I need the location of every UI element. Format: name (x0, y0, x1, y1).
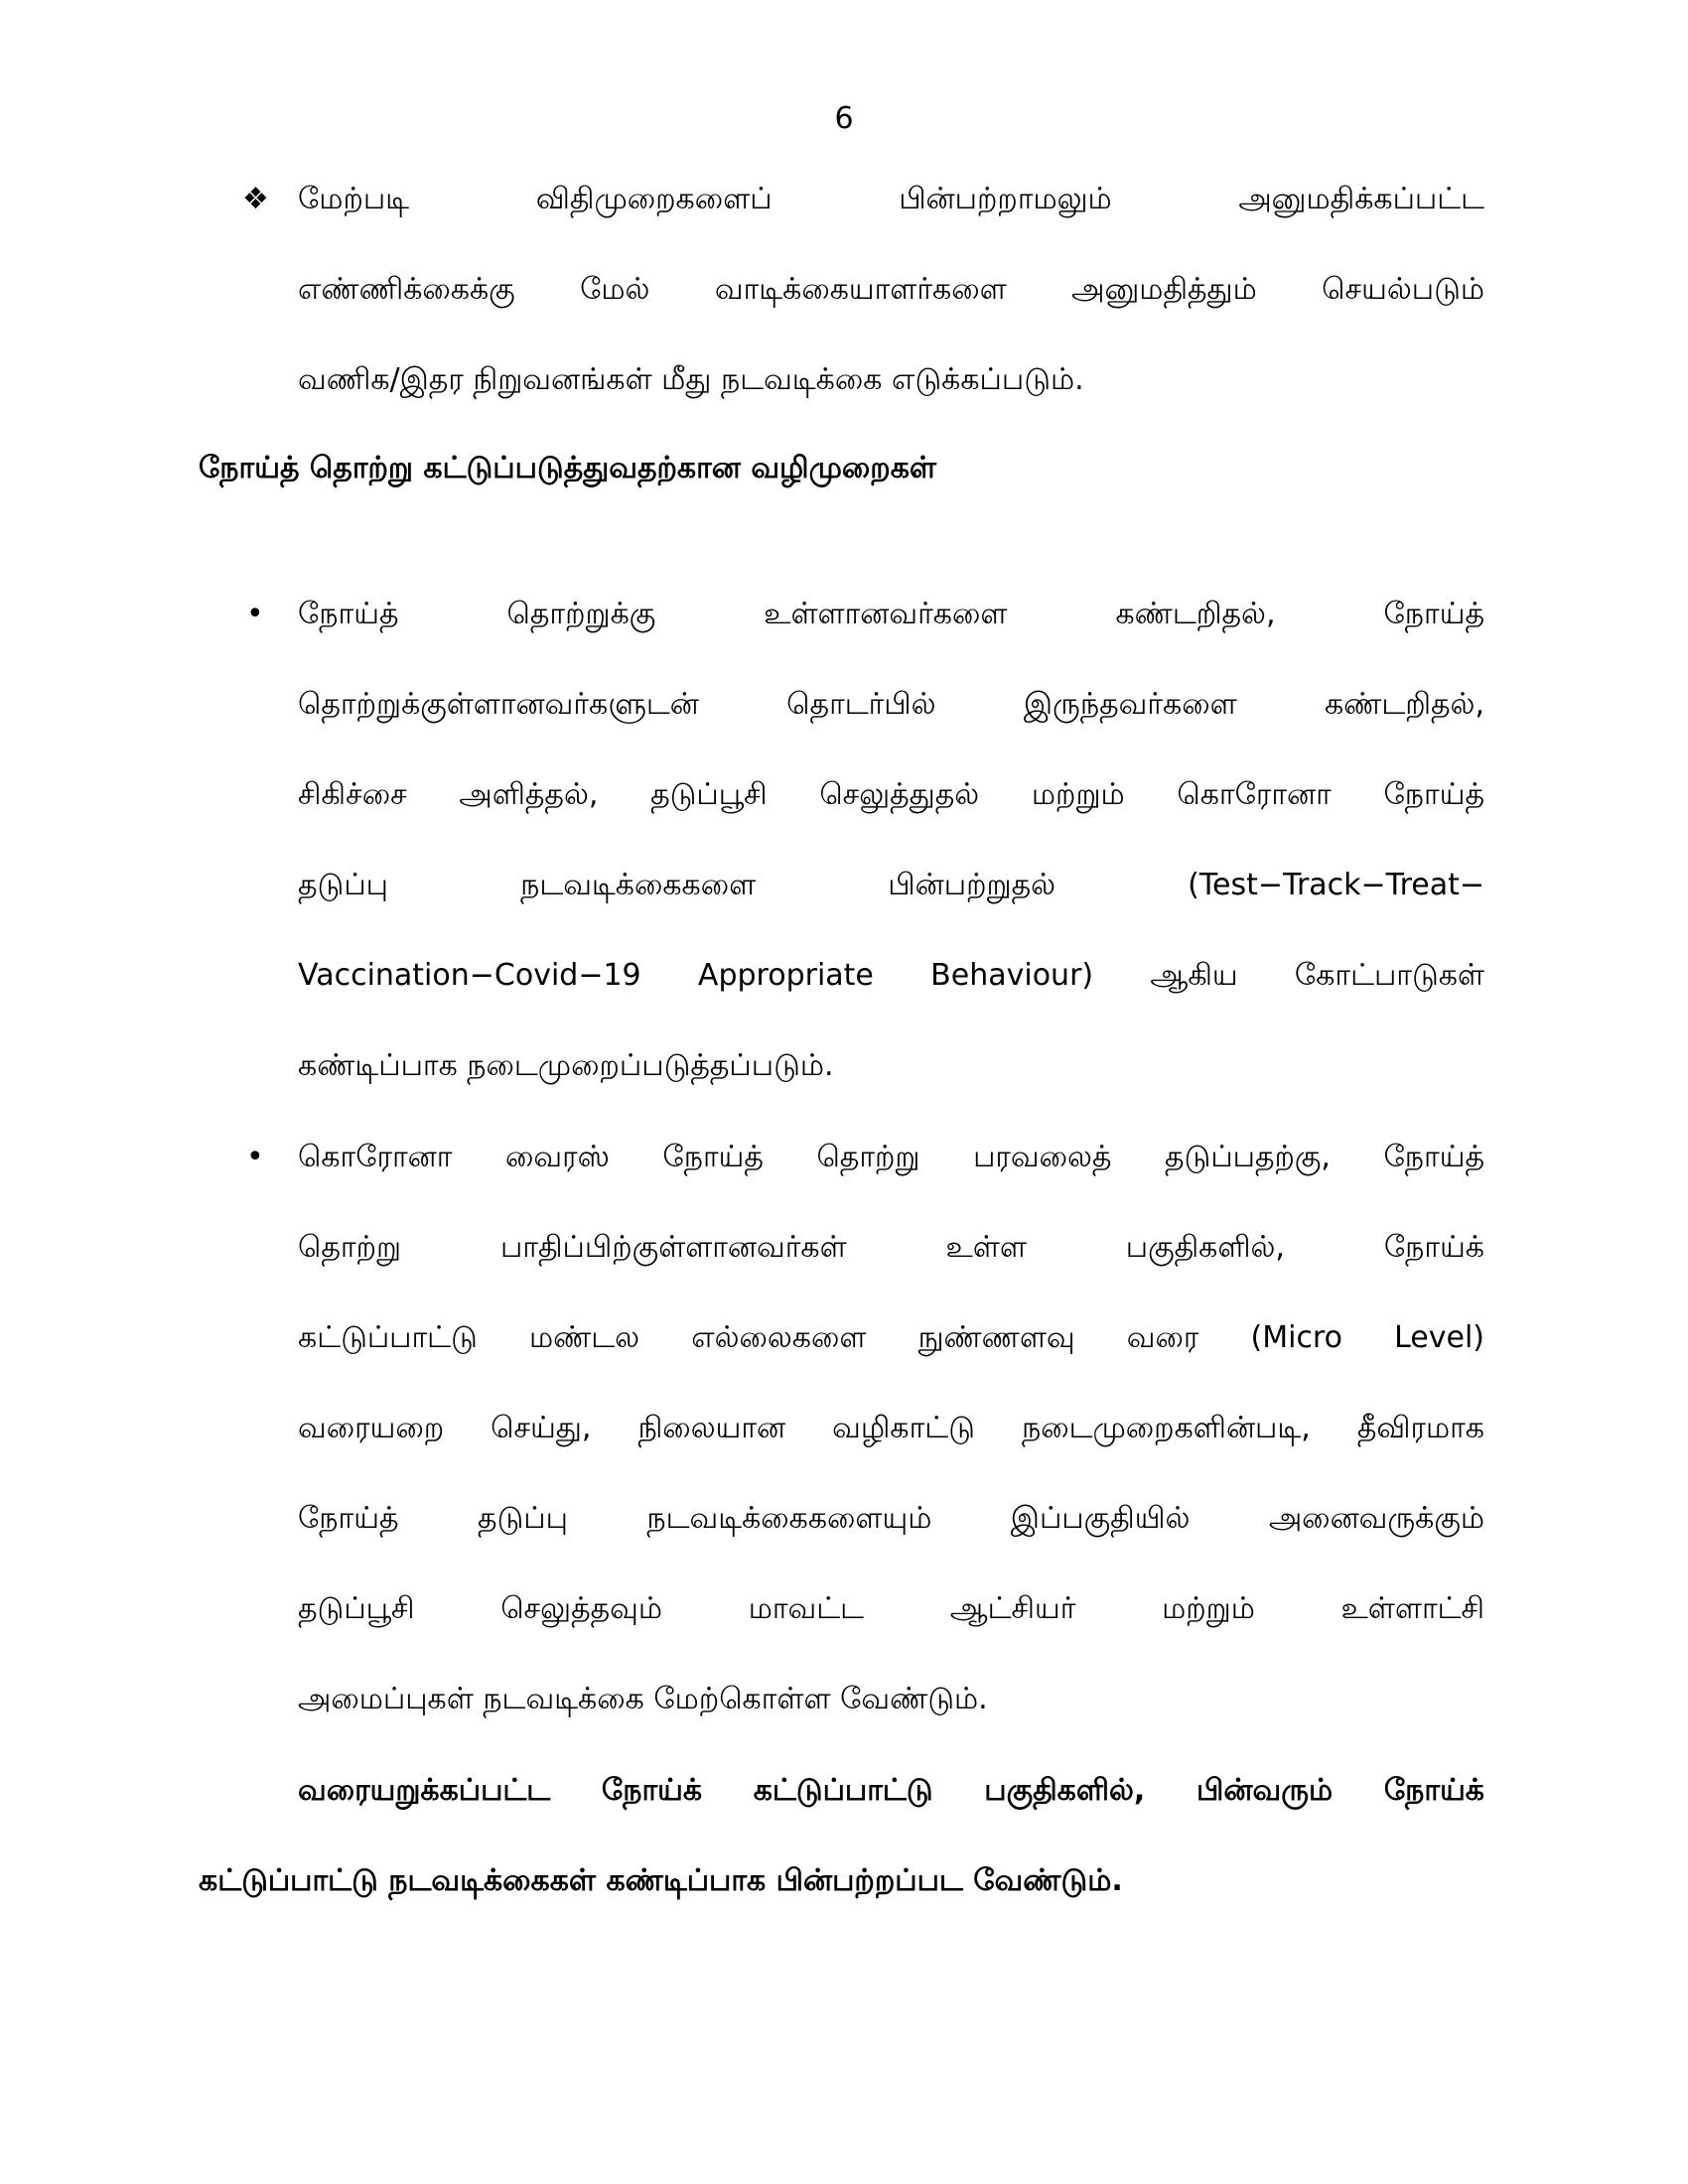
bullet-item-2 (0, 1112, 1688, 1744)
closing-paragraph (0, 1745, 1688, 1926)
bullet-line: கட்டுப்பாட்டு மண்டல எல்லைகளை நுண்ணளவு வரை (Micro Level) (298, 1320, 1484, 1355)
bullet-line: கண்டிப்பாக நடைமுறைப்படுத்தப்படும். (298, 1048, 834, 1083)
section-heading-block (0, 449, 1688, 488)
bullet-icon: • (246, 597, 264, 631)
closing-line: வரையறுக்கப்பட்ட நோய்க் கட்டுப்பாட்டு பகுதிகளில், பின்வரும் நோய்க் (298, 1773, 1484, 1808)
bullet-icon: • (246, 1140, 264, 1174)
bullet-paragraph (0, 1112, 1688, 1744)
closing-line: கட்டுப்பாட்டு நடவடிக்கைகள் கண்டிப்பாக பின்பற்றப்பட வேண்டும். (199, 1863, 1123, 1898)
closing-block (0, 1745, 1688, 1926)
bullet-line: கொரோனா வைரஸ் நோய்த் தொற்று பரவலைத் தடுப்பதற்கு, நோய்த் (298, 1140, 1484, 1174)
bullet-line: தொற்றுக்குள்ளானவர்களுடன் தொடர்பில் இருந்தவர்களை கண்டறிதல், (298, 687, 1484, 722)
bullet-line: தடுப்பூசி செலுத்தவும் மாவட்ட ஆட்சியர் மற்றும் உள்ளாட்சி (298, 1591, 1484, 1626)
bullet-line: நோய்த் தடுப்பு நடவடிக்கைகளையும் இப்பகுதியில் அனைவருக்கும் (298, 1501, 1484, 1536)
bullet-line: நோய்த் தொற்றுக்கு உள்ளானவர்களை கண்டறிதல், நோய்த் (298, 597, 1484, 631)
bullet-line: Vaccination−Covid−19 Appropriate Behaviour) ஆகிய கோட்பாடுகள் (298, 958, 1484, 993)
bullet-line: தொற்று பாதிப்பிற்குள்ளானவர்கள் உள்ள பகுதிகளில், நோய்க் (298, 1230, 1484, 1265)
bullet-line: சிகிச்சை அளித்தல், தடுப்பூசி செலுத்துதல் மற்றும் கொரோனா நோய்த் (298, 777, 1484, 812)
bullet-line: அமைப்புகள் நடவடிக்கை மேற்கொள்ள வேண்டும். (298, 1682, 988, 1716)
diamond-bullet-icon: ❖ (242, 182, 269, 216)
bullet-line: வரையறை செய்து, நிலையான வழிகாட்டு நடைமுறைகளின்படி, தீவிரமாக (298, 1411, 1484, 1445)
section-heading: நோய்த் தொற்று கட்டுப்படுத்துவதற்கான வழிமுறைகள் (199, 451, 936, 485)
intro-line: எண்ணிக்கைக்கு மேல் வாடிக்கையாளர்களை அனுமதித்தும் செயல்படும் (298, 272, 1484, 307)
bullet-line: தடுப்பு நடவடிக்கைகளை பின்பற்றுதல் (Test−Track−Treat− (298, 868, 1484, 902)
intro-line: வணிக/இதர நிறுவனங்கள் மீது நடவடிக்கை எடுக்கப்படும். (298, 362, 1084, 397)
page-number: 6 (834, 101, 854, 136)
intro-block (0, 154, 1688, 425)
bullet-item-1 (0, 569, 1688, 1111)
intro-line: மேற்படி விதிமுறைகளைப் பின்பற்றாமலும் அனுமதிக்கப்பட்ட (298, 182, 1484, 216)
